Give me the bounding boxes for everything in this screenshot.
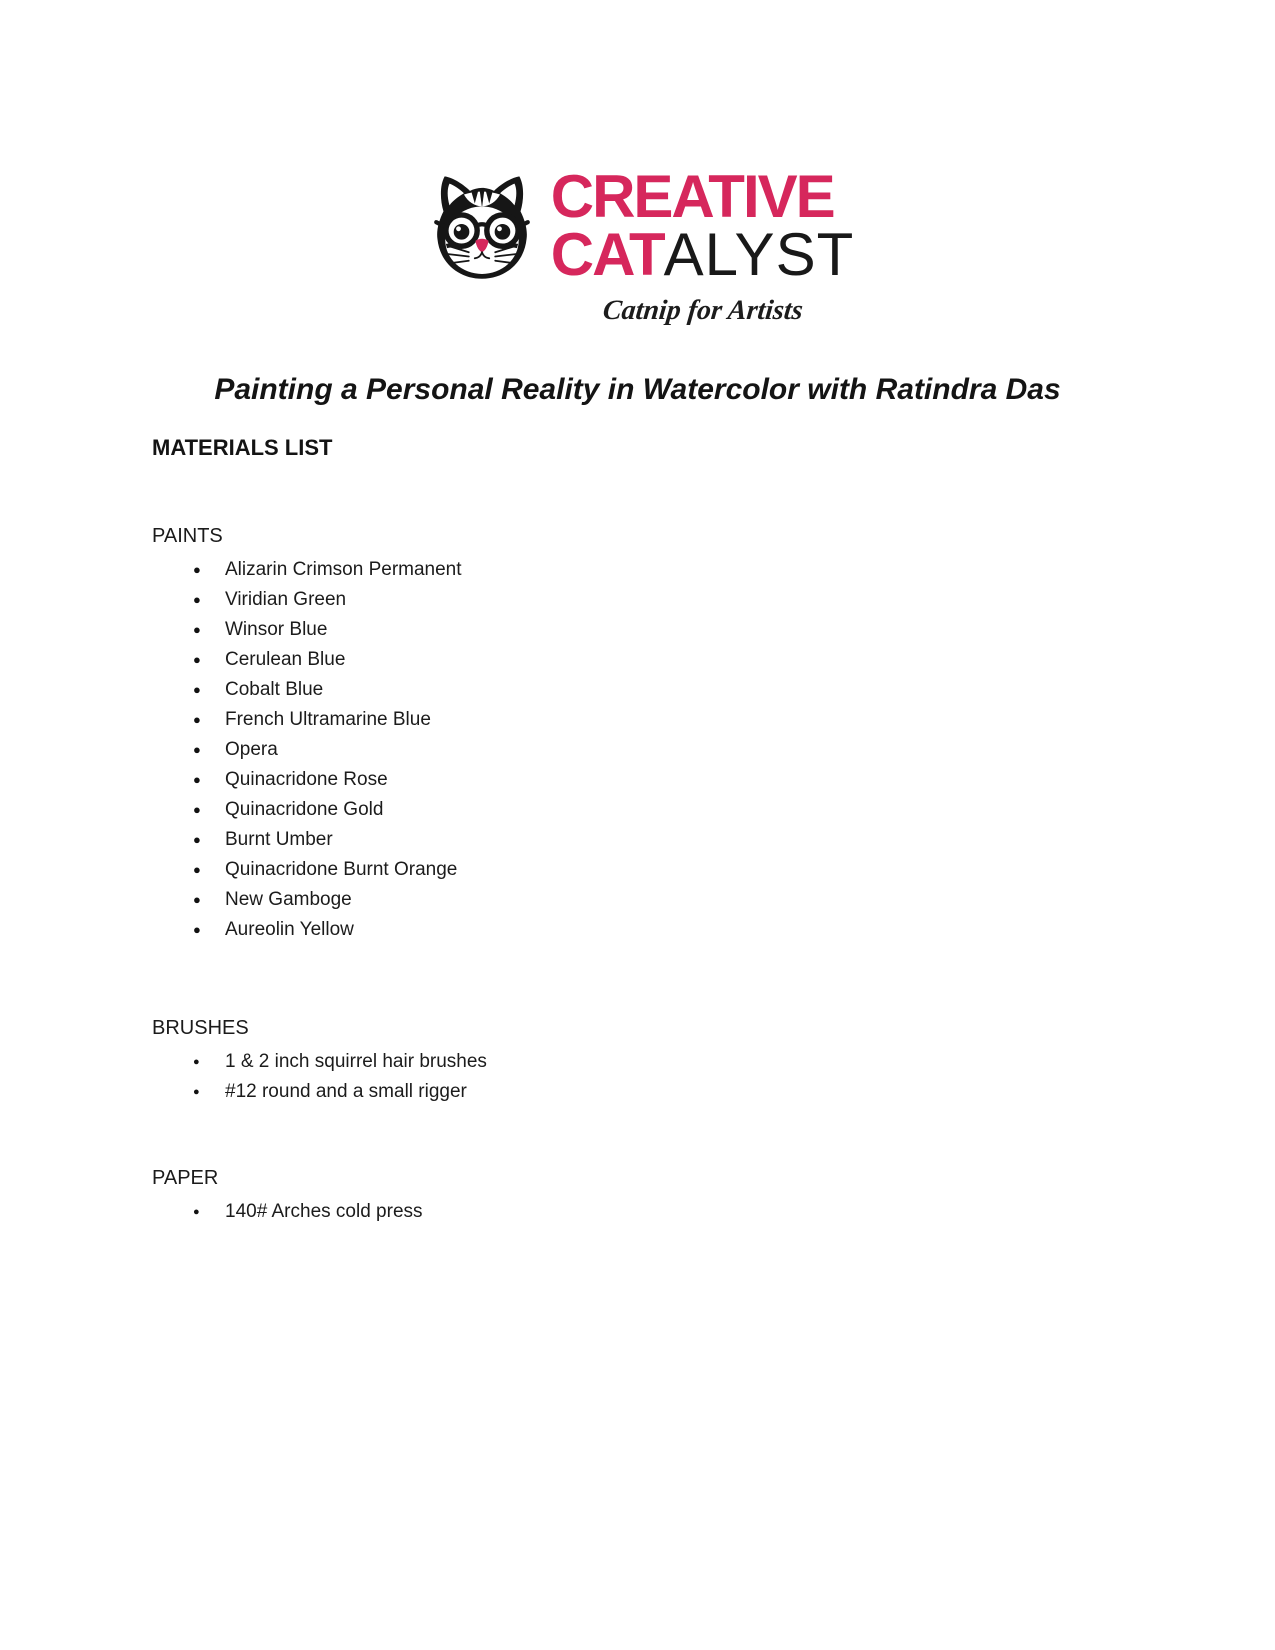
list-item: ● Viridian Green <box>225 585 1275 615</box>
cat-with-glasses-icon <box>421 168 543 286</box>
materials-list-heading: MATERIALS LIST <box>152 434 333 460</box>
list-item: ● 140# Arches cold press <box>225 1197 1275 1227</box>
list-item: ● Quinacridone Rose <box>225 765 1275 795</box>
list-item: ● Cobalt Blue <box>225 675 1275 705</box>
list-item: ● #12 round and a small rigger <box>225 1077 1275 1107</box>
page-title: Painting a Personal Reality in Watercolor with Ratindra Das <box>214 372 1061 406</box>
list-item: ● Winsor Blue <box>225 615 1275 645</box>
list-item: ● Cerulean Blue <box>225 645 1275 675</box>
section-paints <box>152 523 1275 945</box>
section-item-list <box>152 555 1275 945</box>
list-item: ● Quinacridone Burnt Orange <box>225 855 1275 885</box>
list-item: ● New Gamboge <box>225 885 1275 915</box>
section-heading: PAPER <box>152 1166 219 1189</box>
brand-logo <box>0 0 1275 327</box>
brand-word-cat: CAT <box>550 221 664 288</box>
list-item: ● Aureolin Yellow <box>225 915 1275 945</box>
list-item: ● Alizarin Crimson Permanent <box>225 555 1275 585</box>
section-paper <box>152 1165 1275 1227</box>
brand-tagline: Catnip for Artists <box>601 294 805 326</box>
list-item: ● French Ultramarine Blue <box>225 705 1275 735</box>
list-item: ● Burnt Umber <box>225 825 1275 855</box>
section-brushes <box>152 1015 1275 1107</box>
brand-word-creative: CREATIVE <box>550 163 834 230</box>
list-item: ● 1 & 2 inch squirrel hair brushes <box>225 1047 1275 1077</box>
list-item: ● Opera <box>225 735 1275 765</box>
list-item: ● Quinacridone Gold <box>225 795 1275 825</box>
materials-sections <box>152 523 1275 1227</box>
brand-wordmark <box>550 163 855 327</box>
section-heading: PAINTS <box>152 524 223 547</box>
section-item-list <box>152 1047 1275 1107</box>
section-item-list <box>152 1197 1275 1227</box>
brand-word-catalyst <box>550 221 855 288</box>
section-heading: BRUSHES <box>152 1016 249 1039</box>
brand-word-alyst: ALYST <box>663 221 855 288</box>
